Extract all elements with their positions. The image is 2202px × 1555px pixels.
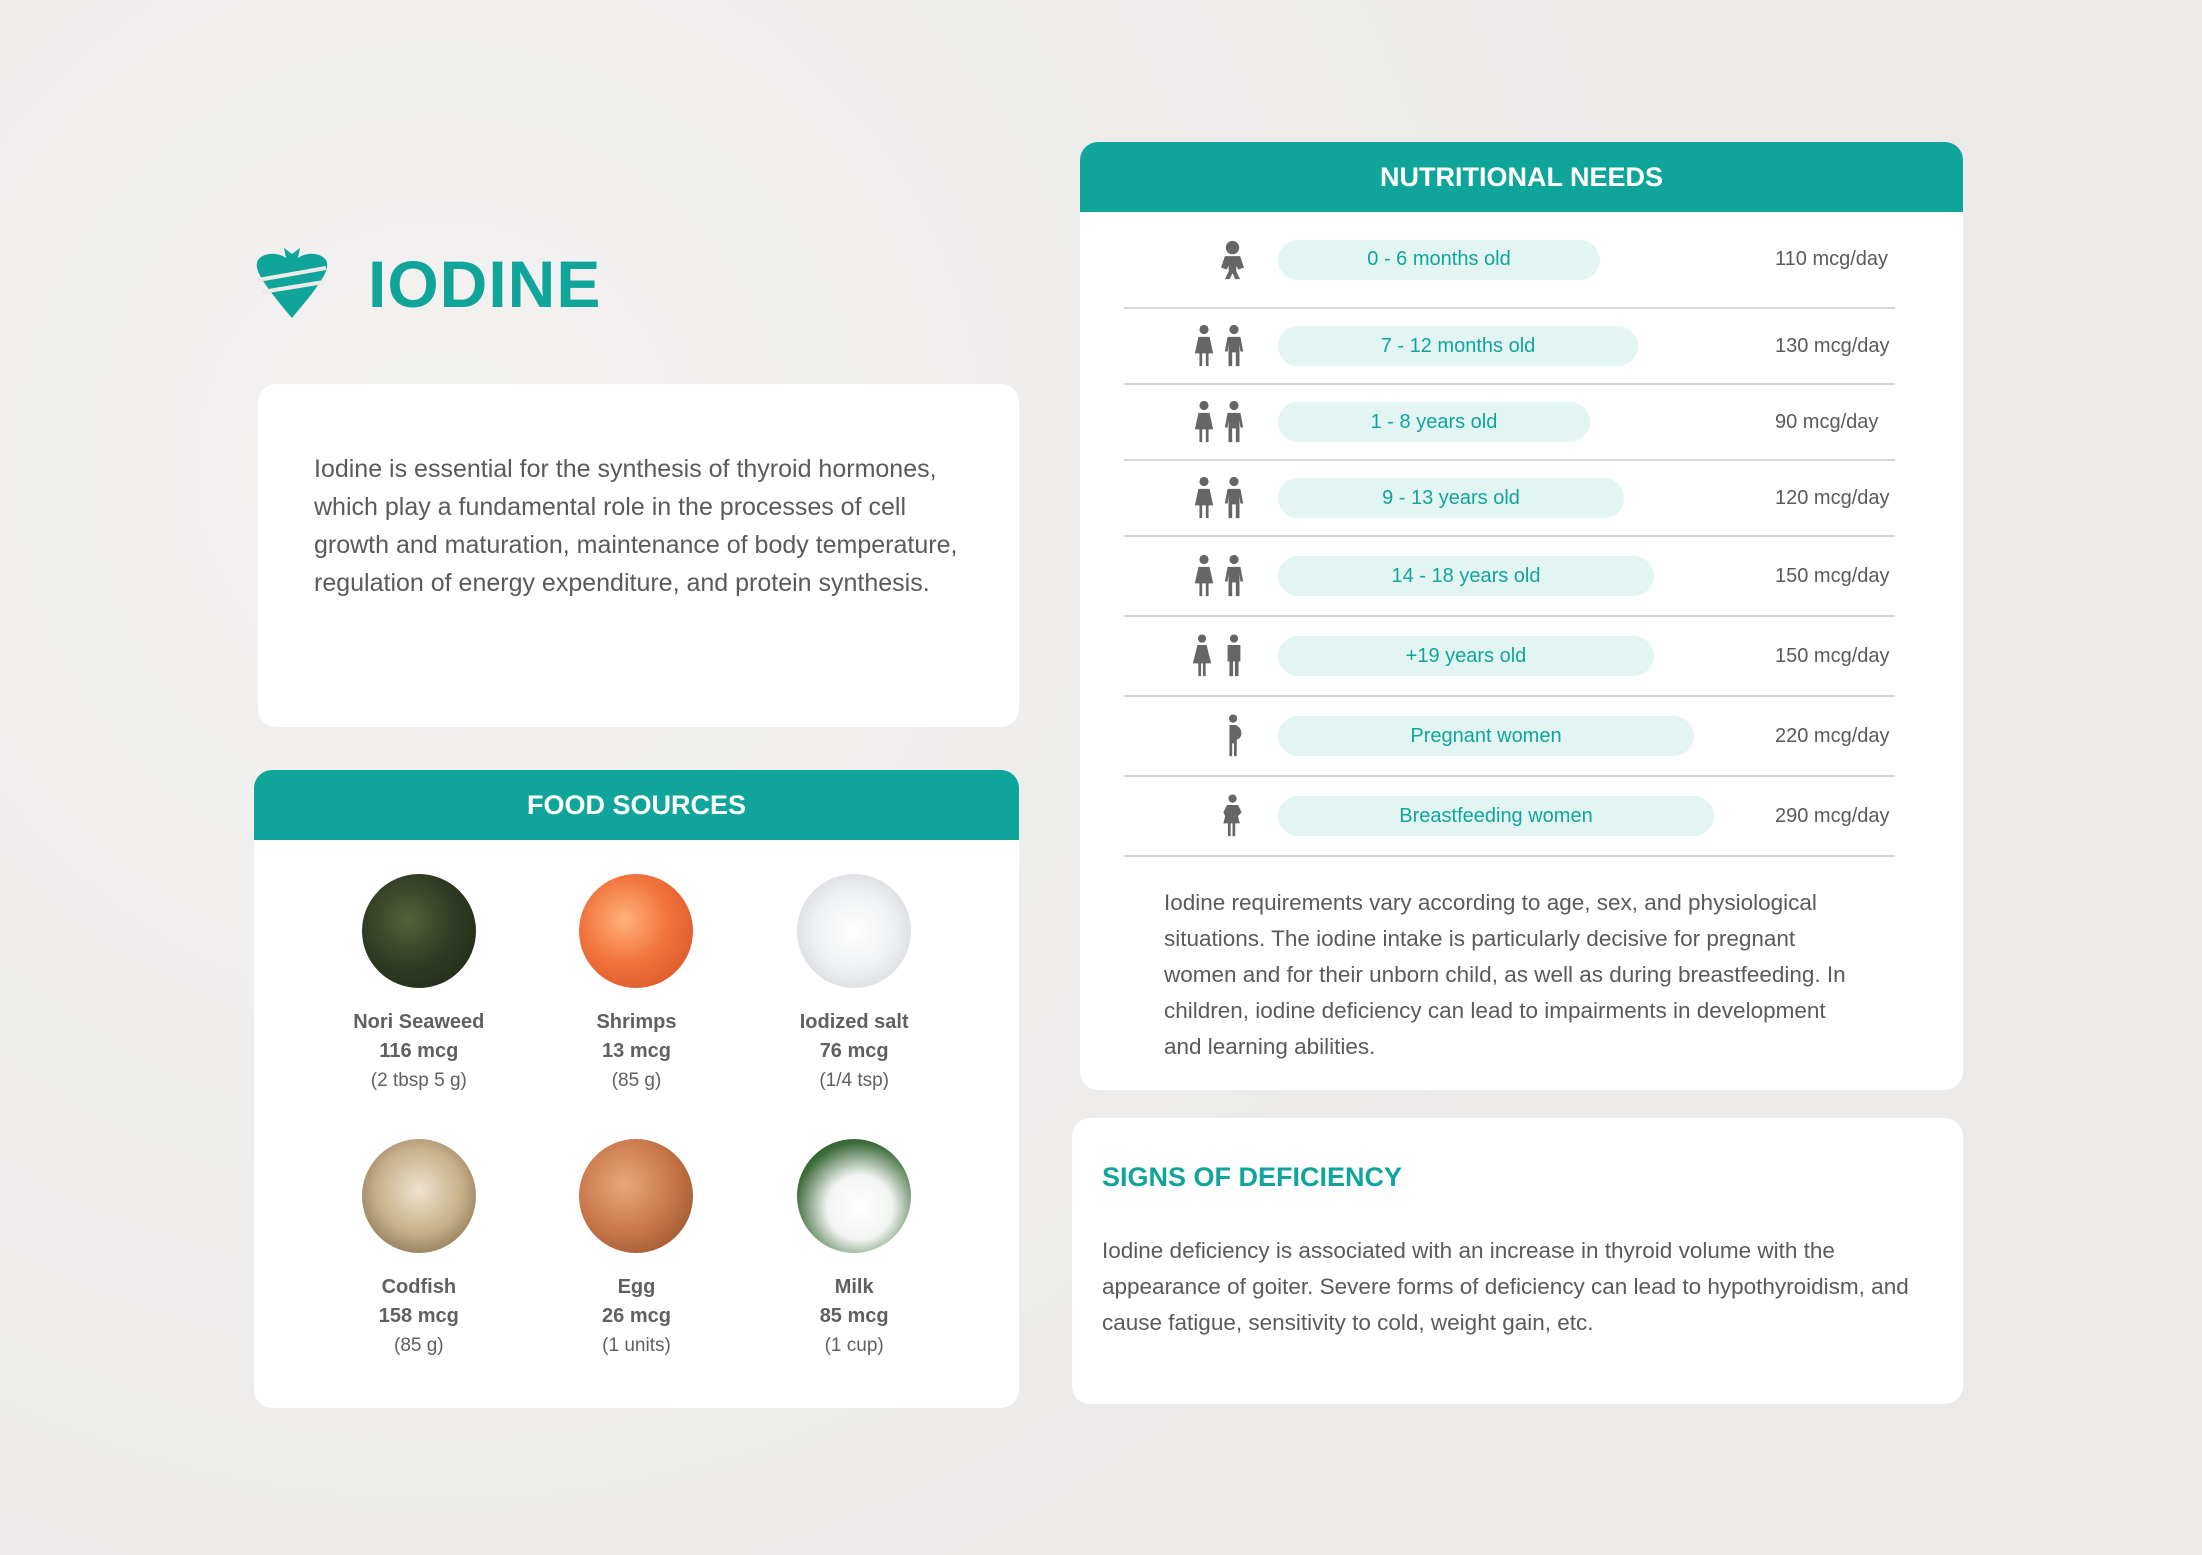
iodized-salt-image xyxy=(797,874,911,988)
deficiency-text: Iodine deficiency is associated with an increase in thyroid volume with the appearance of goiter. Severe forms of deficiency can lead to hypothyroidism, and cause fatigue, sensitivity to cold, weight gain, etc. xyxy=(1102,1238,1909,1335)
food-sources-heading: FOOD SOURCES xyxy=(254,770,1019,840)
requirement-value: 220 mcg/day xyxy=(1775,724,1890,747)
food-name: Nori Seaweed xyxy=(353,1011,485,1033)
food-amount: 85 mcg xyxy=(819,1305,889,1327)
requirement-value: 130 mcg/day xyxy=(1775,334,1890,357)
table-row xyxy=(1124,309,1895,385)
children-icon xyxy=(1192,476,1246,520)
food-amount: 116 mcg xyxy=(379,1040,459,1062)
nutritional-needs-heading: NUTRITIONAL NEEDS xyxy=(1080,142,1963,212)
table-row xyxy=(1124,212,1895,309)
requirement-value: 150 mcg/day xyxy=(1775,644,1890,667)
age-group-pill: Pregnant women xyxy=(1278,716,1694,756)
age-group-pill: 7 - 12 months old xyxy=(1278,326,1638,366)
food-amount: 76 mcg xyxy=(819,1040,889,1062)
age-group-pill: 9 - 13 years old xyxy=(1278,478,1624,518)
shrimps-image xyxy=(579,874,693,988)
children-icon xyxy=(1192,554,1246,598)
food-amount: 26 mcg xyxy=(602,1305,671,1327)
age-group-pill: 1 - 8 years old xyxy=(1278,402,1590,442)
food-name: Milk xyxy=(834,1276,874,1298)
codfish-image xyxy=(362,1139,476,1253)
food-serving: (1 units) xyxy=(602,1335,671,1356)
food-serving: (85 g) xyxy=(394,1335,444,1356)
food-name: Shrimps xyxy=(596,1011,677,1033)
requirement-value: 110 mcg/day xyxy=(1775,248,1889,270)
food-name: Iodized salt xyxy=(799,1011,909,1033)
needs-note: Iodine requirements vary according to age, sex, and physiological situations. The iodine intake is particularly decisive for pregnant women and for their unborn child, as well as during breastfeeding. In children, iodine deficiency can lead to impairments in development and learning abilities. xyxy=(1164,890,1846,1059)
table-row xyxy=(1124,537,1895,617)
requirement-value: 120 mcg/day xyxy=(1775,486,1890,509)
needs-table xyxy=(1124,212,1895,857)
food-sources-card xyxy=(254,770,1019,1408)
table-row xyxy=(1124,697,1895,777)
deficiency-card xyxy=(1072,1118,1963,1404)
pregnant-woman-icon xyxy=(1222,714,1246,758)
food-serving: (1/4 tsp) xyxy=(819,1070,890,1091)
age-group-pill: Breastfeeding women xyxy=(1278,796,1714,836)
children-icon xyxy=(1192,400,1246,444)
food-name: Codfish xyxy=(381,1276,457,1298)
breastfeeding-woman-icon xyxy=(1219,794,1246,838)
table-row xyxy=(1124,461,1895,537)
table-row xyxy=(1124,777,1895,857)
food-amount: 13 mcg xyxy=(602,1040,671,1062)
intro-text: Iodine is essential for the synthesis of thyroid hormones, which play a fundamental role in the processes of cell growth and maturation, maintenance of body temperature, regulation of energy expenditure, and protein synthesis. xyxy=(314,455,958,597)
food-serving: (1 cup) xyxy=(824,1335,884,1356)
adults-icon xyxy=(1190,634,1246,678)
page-title: IODINE xyxy=(368,247,602,321)
requirement-value: 150 mcg/day xyxy=(1775,564,1890,587)
table-row xyxy=(1124,617,1895,697)
children-icon xyxy=(1192,324,1246,368)
food-item-salt xyxy=(745,874,963,1095)
requirement-value: 290 mcg/day xyxy=(1775,804,1890,827)
food-item-shrimps xyxy=(528,874,746,1095)
deficiency-heading: SIGNS OF DEFICIENCY xyxy=(1102,1162,1403,1192)
food-amount: 158 mcg xyxy=(378,1305,459,1327)
food-grid xyxy=(254,840,1019,1360)
page-header xyxy=(254,246,601,322)
food-name: Egg xyxy=(617,1276,656,1298)
egg-image xyxy=(579,1139,693,1253)
intro-card xyxy=(258,384,1019,727)
age-group-pill: 14 - 18 years old xyxy=(1278,556,1654,596)
nori-seaweed-image xyxy=(362,874,476,988)
food-item-egg xyxy=(528,1139,746,1360)
age-group-pill: 0 - 6 months old xyxy=(1278,240,1600,280)
nutritional-needs-card xyxy=(1080,142,1963,1090)
requirement-value: 90 mcg/day xyxy=(1775,410,1879,433)
food-serving: (2 tbsp 5 g) xyxy=(370,1070,467,1091)
food-serving: (85 g) xyxy=(611,1070,662,1091)
age-group-pill: +19 years old xyxy=(1278,636,1654,676)
food-item-milk xyxy=(745,1139,963,1360)
baby-icon xyxy=(1219,239,1246,281)
milk-image xyxy=(797,1139,911,1253)
heart-logo-icon xyxy=(254,246,330,322)
table-row xyxy=(1124,385,1895,461)
food-item-codfish xyxy=(310,1139,528,1360)
food-item-nori xyxy=(310,874,528,1095)
